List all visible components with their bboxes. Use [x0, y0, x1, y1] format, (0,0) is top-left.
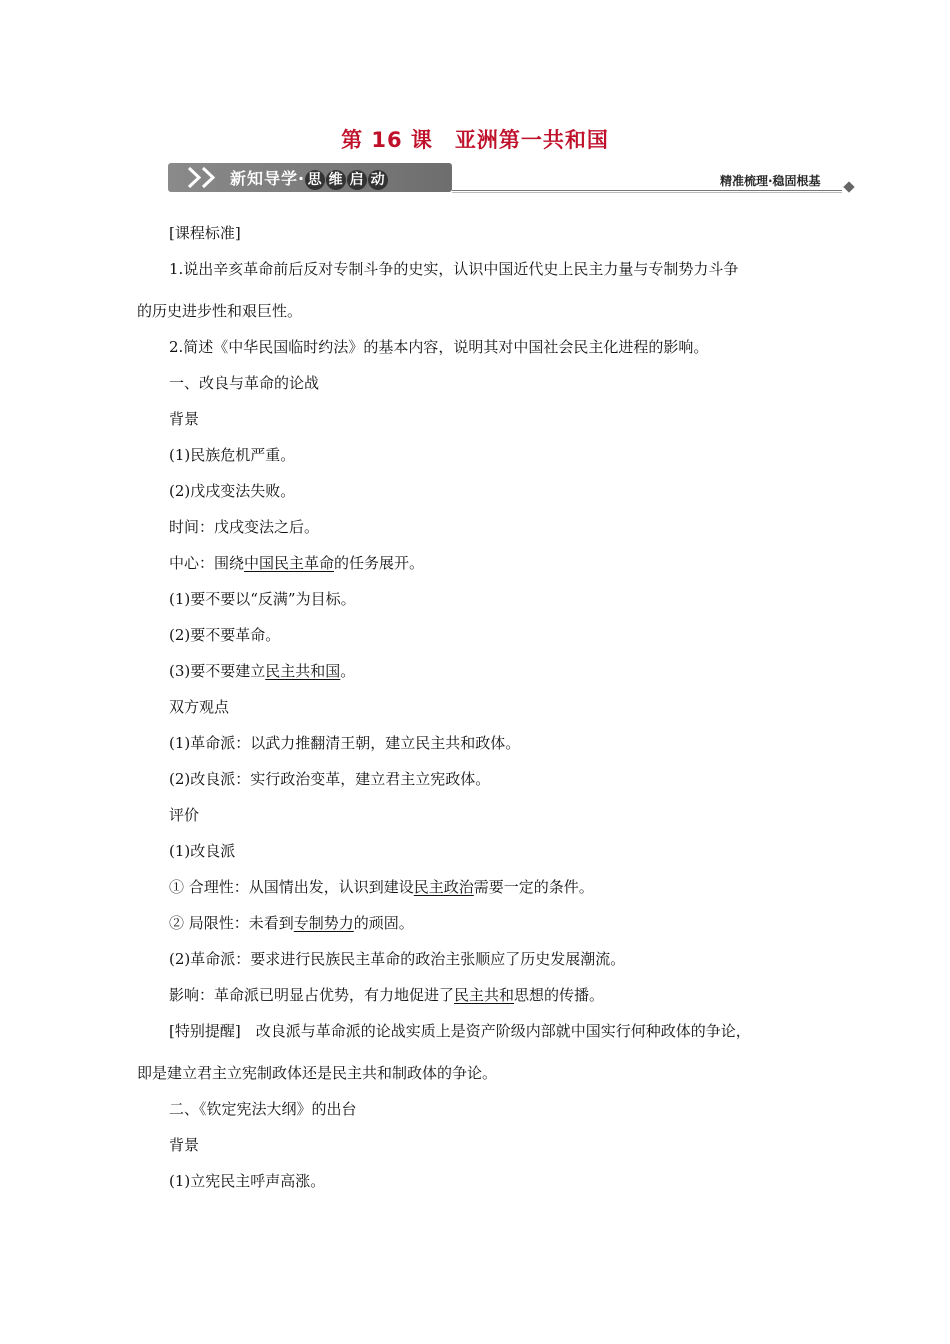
underlined-term: 民主共和国 [265, 662, 341, 680]
lesson-name: 亚洲第一共和国 [454, 128, 609, 152]
text-line: [课程标准] [169, 224, 241, 242]
banner-char: 启 [347, 170, 367, 190]
banner-label [230, 166, 389, 190]
text-line [137, 980, 827, 1016]
text-segment: ① 合理性：从国情出发，认识到建设 [169, 878, 414, 896]
text-segment: 影响：革命派已明显占优势，有力地促进了 [169, 986, 455, 1004]
text-line: 2.简述《中华民国临时约法》的基本内容，说明其对中国社会民主化进程的影响。 [169, 338, 709, 356]
text-line: (1)立宪民主呼声高涨。 [169, 1172, 326, 1190]
diamond-icon [843, 181, 854, 192]
banner-rule [452, 192, 842, 193]
text-line: (1)革命派：以武力推翻清王朝，建立民主共和政体。 [169, 734, 521, 752]
text-line: (1)改良派 [169, 842, 236, 860]
text-segment: 中心：围绕 [169, 554, 245, 572]
banner-subtitle: 精准梳理·稳固根基 [720, 174, 821, 188]
chevron-right-icon [200, 166, 216, 189]
underlined-term: 民主政治 [413, 878, 474, 896]
text-line: 双方观点 [169, 698, 230, 716]
document-body [137, 218, 827, 1202]
underlined-term: 中国民主革命 [244, 554, 335, 572]
text-segment: 需要一定的条件。 [473, 878, 594, 896]
text-line: (2)革命派：要求进行民族民主革命的政治主张顺应了历史发展潮流。 [169, 950, 626, 968]
underlined-term: 专制势力 [293, 914, 354, 932]
banner-left-text: 新知导学 [230, 169, 299, 188]
lesson-number: 第 16 课 [341, 128, 433, 152]
text-segment: (3)要不要建立 [169, 662, 266, 680]
text-line: 二、《钦定宪法大纲》的出台 [169, 1100, 357, 1118]
text-line [137, 656, 827, 692]
text-segment: ② 局限性：未看到 [169, 914, 294, 932]
text-line: 背景 [169, 410, 200, 428]
text-line: 背景 [169, 1136, 200, 1154]
text-segment: 思想的传播。 [514, 986, 605, 1004]
page-title [0, 124, 950, 154]
banner-rule [452, 190, 842, 191]
banner-char: 思 [305, 170, 325, 190]
text-line [137, 872, 827, 908]
section-banner [168, 163, 452, 192]
banner-dot: · [298, 169, 306, 188]
text-line: 的历史进步性和艰巨性。 [137, 302, 303, 320]
text-line: (2)戊戌变法失败。 [169, 482, 296, 500]
text-line [137, 908, 827, 944]
text-line: 一、改良与革命的论战 [169, 374, 320, 392]
banner-char: 动 [368, 170, 388, 190]
text-line: 评价 [169, 806, 200, 824]
text-line [137, 548, 827, 584]
text-segment: 。 [340, 662, 356, 680]
underlined-term: 民主共和 [454, 986, 515, 1004]
text-line: 时间：戊戌变法之后。 [169, 518, 320, 536]
text-line: (1)民族危机严重。 [169, 446, 296, 464]
text-line: (1)要不要以“反满”为目标。 [169, 590, 356, 608]
banner-char: 维 [326, 170, 346, 190]
text-line: [特别提醒] 改良派与革命派的论战实质上是资产阶级内部就中国实行何种政体的争论， [169, 1022, 751, 1040]
text-segment: 的顽固。 [353, 914, 414, 932]
text-line: 即是建立君主立宪制政体还是民主共和制政体的争论。 [137, 1064, 498, 1082]
text-segment: 的任务展开。 [334, 554, 425, 572]
text-line: (2)要不要革命。 [169, 626, 281, 644]
text-line: 1.说出辛亥革命前后反对专制斗争的史实，认识中国近代史上民主力量与专制势力斗争 [169, 260, 739, 278]
text-line: (2)改良派：实行政治变革，建立君主立宪政体。 [169, 770, 491, 788]
